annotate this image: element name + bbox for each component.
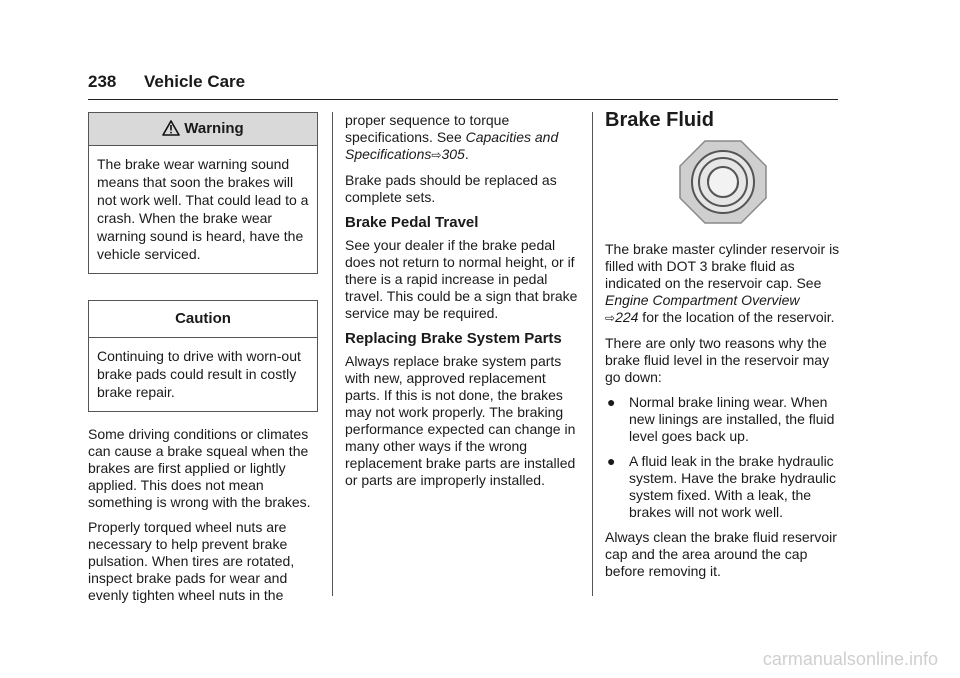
brake-pedal-heading: Brake Pedal Travel (345, 214, 479, 231)
watermark: carmanualsonline.info (762, 649, 938, 669)
page-ref-icon: ⇨ (605, 311, 616, 325)
warning-body: The brake wear warning sound means that soon the brakes will not work well. That could lead to a crash. When the brake wear warning sound is heard, have the vehicle serviced. (97, 156, 309, 262)
caution-body: Continuing to drive with worn-out brake pads could result in costly brake repair. (97, 348, 301, 400)
page-number: 238 (88, 72, 117, 91)
right-column (605, 109, 840, 588)
warning-triangle-icon (162, 116, 180, 148)
list-item (605, 394, 840, 445)
torque-text: proper sequence to torque specifications. See (345, 112, 510, 145)
engine-compartment-page[interactable]: 224 (615, 309, 639, 325)
brake-fluid-title: Brake Fluid (605, 109, 714, 131)
capacities-link[interactable]: Capacities and Specifications (345, 129, 559, 162)
caution-title: Caution (89, 301, 317, 338)
squeal-paragraph: Some driving conditions or climates can cause a brake squeal when the brakes are first applied or lightly applied. This does not mean something is wrong with the brakes. (88, 426, 311, 510)
left-column (88, 112, 318, 612)
two-reasons-paragraph: There are only two reasons why the brake fluid level in the reservoir may go down: (605, 335, 830, 385)
caution-box (88, 300, 318, 412)
engine-compartment-link[interactable]: Engine Compartment Overview (605, 292, 800, 308)
column-divider-1 (332, 112, 333, 596)
replacing-paragraph: Always replace brake system parts with new, approved replacement parts. If this is not done, the brakes may not work properly. The braking performance expected can change in many other ways if the wrong replacement brake parts are installed or parts are improperly installed. (345, 353, 576, 488)
list-item (605, 453, 840, 521)
warning-title: Warning (184, 120, 244, 137)
warning-header (89, 113, 317, 146)
reservoir-end: for the location of the reservoir. (638, 309, 835, 325)
clean-cap-paragraph: Always clean the brake fluid reservoir cap and the area around the cap before removing it. (605, 529, 837, 579)
brake-fluid-reservoir-cap-icon (605, 139, 840, 229)
bullet-text: A fluid leak in the brake hydraulic system. Have the brake hydraulic system fixed. With a leak, the brakes will not work well. (629, 453, 836, 520)
pedal-paragraph: See your dealer if the brake pedal does not return to normal height, or if there is a rapid increase in pedal travel. This could be a sign that brake service may be required. (345, 237, 578, 321)
column-divider-2 (592, 112, 593, 596)
replacing-parts-heading: Replacing Brake System Parts (345, 330, 562, 347)
bullet-icon: ● (607, 453, 616, 469)
torque-paragraph (345, 112, 580, 164)
pads-paragraph: Brake pads should be replaced as complete sets. (345, 172, 557, 205)
page-header (88, 72, 838, 98)
wheel-nuts-paragraph: Properly torqued wheel nuts are necessary to help prevent brake pulsation. When tires are rotated, inspect brake pads for wear and evenly tighten wheel nuts in the (88, 519, 295, 603)
reservoir-text: The brake master cylinder reservoir is filled with DOT 3 brake fluid as indicated on the reservoir cap. See (605, 241, 840, 291)
header-rule (88, 99, 838, 100)
warning-box (88, 112, 318, 274)
torque-end: . (464, 146, 469, 162)
bullet-text: Normal brake lining wear. When new linings are installed, the fluid level goes back up. (629, 394, 835, 444)
middle-column (345, 112, 580, 497)
capacities-page[interactable]: 305 (441, 146, 465, 162)
bullet-icon: ● (607, 394, 616, 410)
reservoir-paragraph (605, 241, 840, 327)
section-title: Vehicle Care (144, 72, 246, 91)
page-ref-icon: ⇨ (431, 148, 442, 162)
